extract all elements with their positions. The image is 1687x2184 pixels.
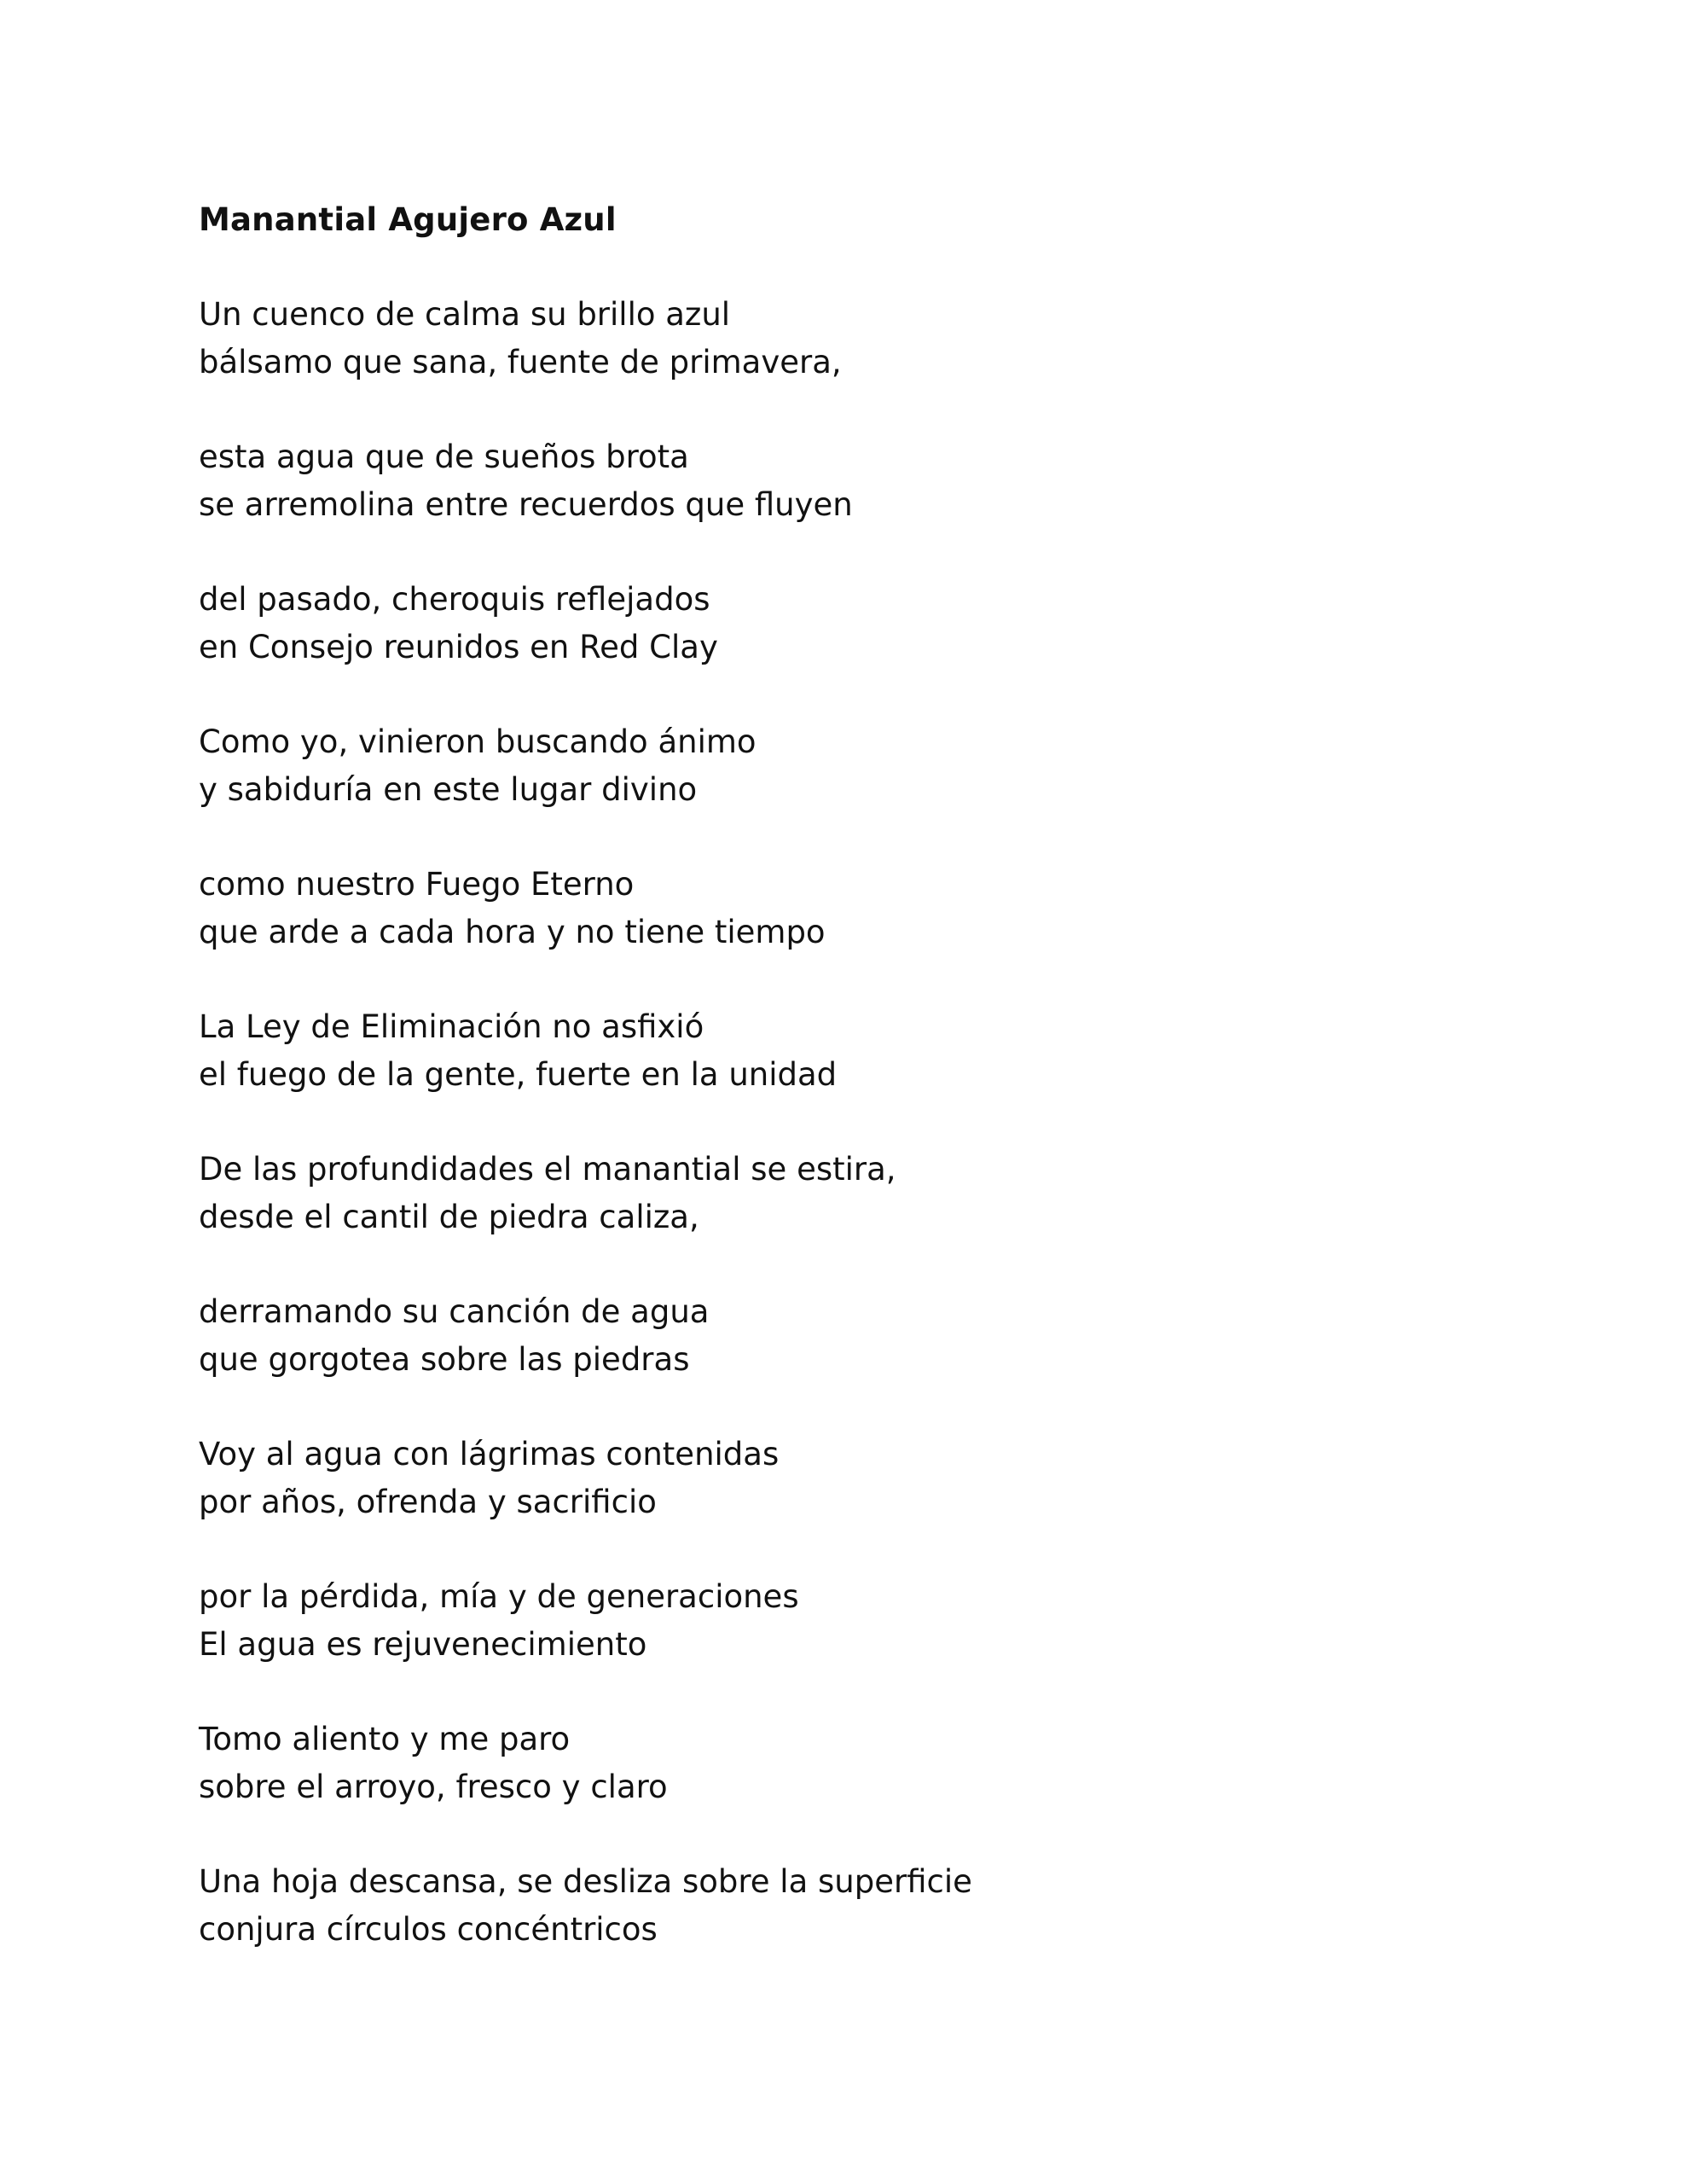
stanza xyxy=(199,861,1478,956)
poem-line: del pasado, cheroquis reflejados xyxy=(199,581,710,618)
poem-line: sobre el arroyo, fresco y claro xyxy=(199,1769,668,1805)
poem-line: derramando su canción de agua xyxy=(199,1293,710,1330)
poem-line: Tomo aliento y me paro xyxy=(199,1721,571,1757)
stanza xyxy=(199,1146,1478,1241)
stanza xyxy=(199,1573,1478,1669)
poem-line: por la pérdida, mía y de generaciones xyxy=(199,1578,799,1615)
stanza xyxy=(199,576,1478,671)
poem-line: el fuego de la gente, fuerte en la unidad xyxy=(199,1056,838,1093)
stanza xyxy=(199,718,1478,814)
poem-line: y sabiduría en este lugar divino xyxy=(199,771,698,808)
poem xyxy=(199,196,1478,2001)
poem-line: se arremolina entre recuerdos que fluyen xyxy=(199,486,853,523)
poem-line: desde el cantil de piedra caliza, xyxy=(199,1199,699,1235)
poem-line: conjura círculos concéntricos xyxy=(199,1911,658,1948)
poem-line: bálsamo que sana, fuente de primavera, xyxy=(199,344,842,380)
poem-line: El agua es rejuvenecimiento xyxy=(199,1626,647,1663)
stanza xyxy=(199,1288,1478,1384)
poem-line: que gorgotea sobre las piedras xyxy=(199,1341,690,1378)
poem-line: Una hoja descansa, se desliza sobre la superficie xyxy=(199,1863,972,1900)
poem-line: Como yo, vinieron buscando ánimo xyxy=(199,723,757,760)
poem-line: por años, ofrenda y sacrificio xyxy=(199,1484,657,1520)
stanza xyxy=(199,1431,1478,1526)
poem-line: Voy al agua con lágrimas contenidas xyxy=(199,1436,780,1472)
poem-line: Un cuenco de calma su brillo azul xyxy=(199,296,731,333)
poem-line: esta agua que de sueños brota xyxy=(199,439,689,475)
poem-line: La Ley de Eliminación no asfixió xyxy=(199,1008,704,1045)
stanza xyxy=(199,1003,1478,1099)
poem-line: De las profundidades el manantial se estira, xyxy=(199,1151,896,1188)
stanza xyxy=(199,433,1478,529)
poem-line: que arde a cada hora y no tiene tiempo xyxy=(199,914,826,950)
stanza xyxy=(199,1716,1478,1811)
stanza xyxy=(199,1858,1478,1954)
poem-line: como nuestro Fuego Eterno xyxy=(199,866,635,903)
poem-title: Manantial Agujero Azul xyxy=(199,201,617,238)
poem-line: en Consejo reunidos en Red Clay xyxy=(199,629,718,665)
stanza xyxy=(199,291,1478,386)
